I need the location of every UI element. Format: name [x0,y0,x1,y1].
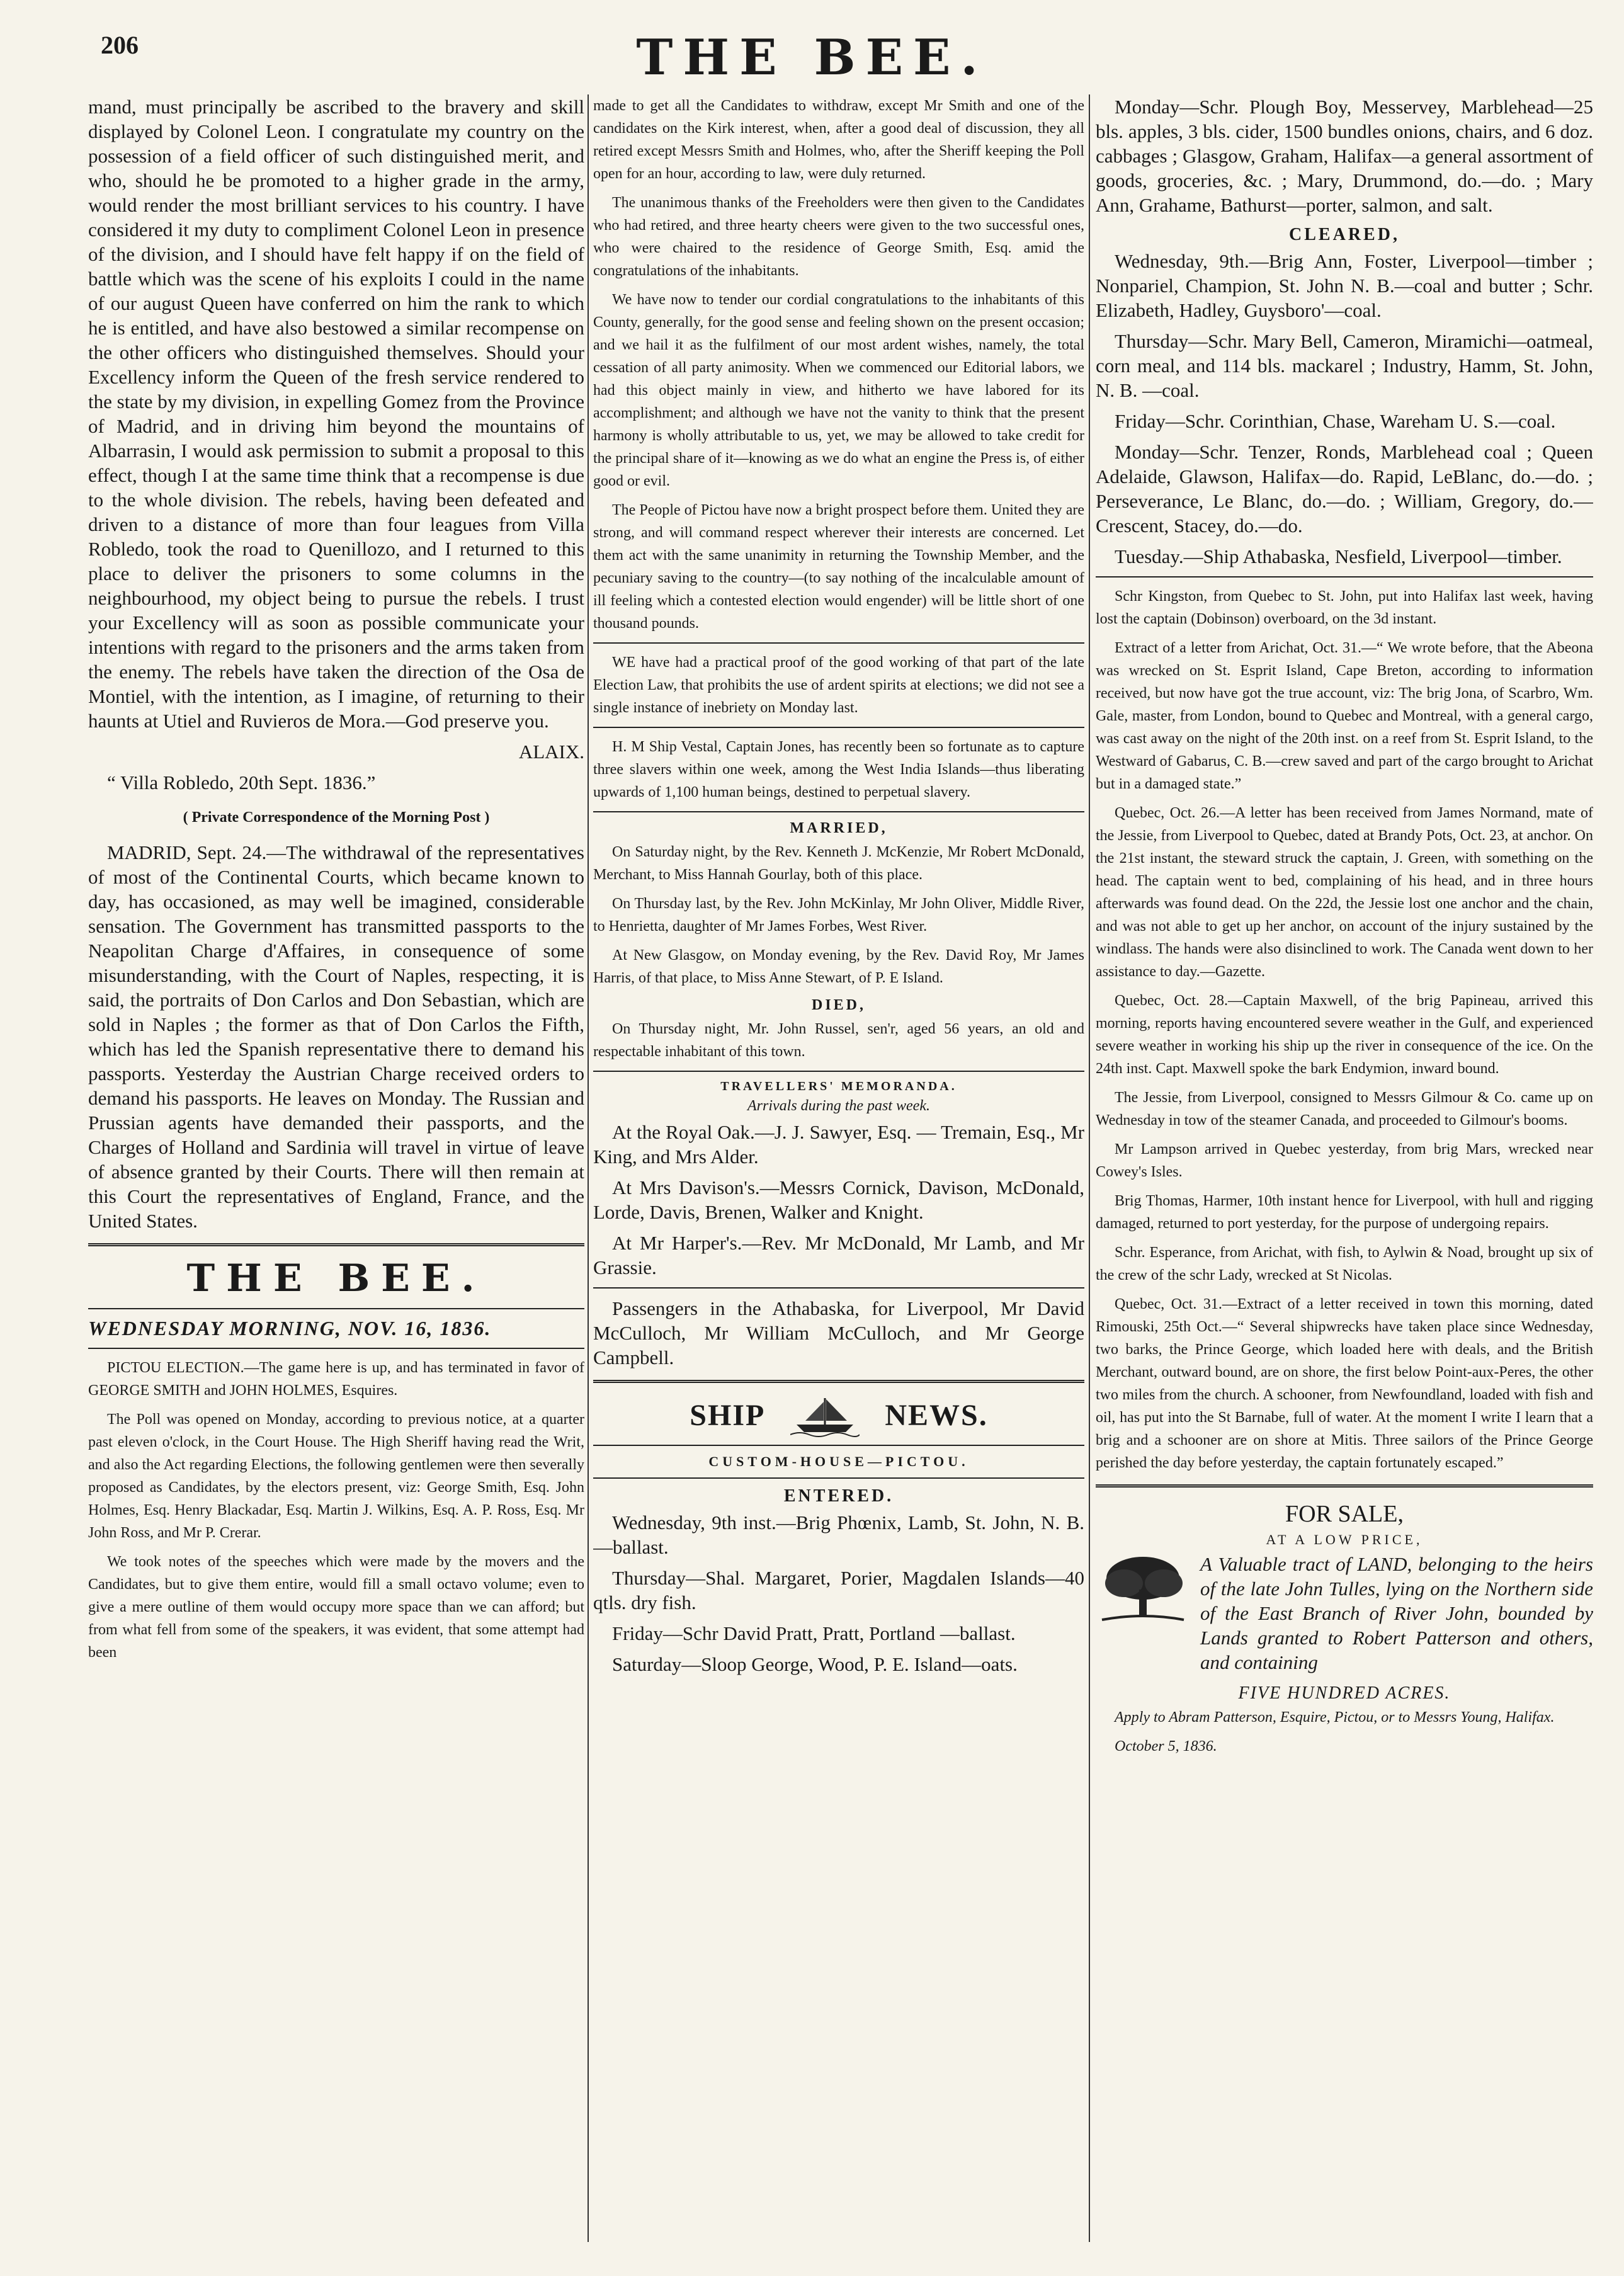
cleared-entry: Friday—Schr. Corinthian, Chase, Wareham U. S.—coal. [1115,410,1556,432]
pictou-election-poll: The Poll was opened on Monday, according to previous notice, at a quarter past eleven o'clock, in the Court House. The High Sheriff having read the Writ, and also the Act regarding Elections, the following gentlemen were then severally proposed as Candidates, by the electors present, viz: George Smith, Esq. John Holmes, Esq. Henry Blackadar, Esq. Martin J. Wilkins, Esq. A. P. Ross, Esq. Mr John Ross, and Mr P. Crerar. [88,1411,584,1541]
masthead [0,0,1624,94]
alaix-letter: mand, must principally be ascribed to the bravery and skill displayed by Colonel Leon. I congratulate my country on the possession of a field officer of such distinguished merit, and who, should he be promoted to a higher grade in the army, would render the most brilliant services to his country. I have considered it my duty to compliment Colonel Leon in presence of the division, and I should have felt happy if on the field of battle which was the scene of his exploits I could in the name of our august Queen have conferred on him the rank to which he is entitled, and have also bestowed a similar recompense on the other officers who distinguished themselves. Should your Excellency inform the Queen of the fresh service rendered to the state by my division, in expelling Gomez from the Province of Madrid, and in driving him beyond the mountains of Albarrasin, I would ask permission to submit a proposal to this effect, though I at the same time think that a recompense is due to the whole division. The rebels, having been defeated and driven to a distance of more than four leagues from Villa Robledo, took the road to Quenillozo, and I returned to this place to deliver the prisoners to some columns in the neighbourhood, my object being to pursue the rebels. I trust your Excellency will as soon as possible communicate your intentions with regard to the prisoners and the arms taken from the enemy. The rebels have taken the direction of the Osa de Montiel, with the intention, as I imagine, of returning to their haunts at Utiel and Ruvieros de Mora.—God preserve you. [88,96,584,732]
vestal-note: H. M Ship Vestal, Captain Jones, has recently been so fortunate as to capture three slavers within one week, among the West India Islands—thus liberating upwards of 1,100 human beings, destined to perpetual slavery. [593,739,1084,800]
marriage-notice: On Saturday night, by the Rev. Kenneth J. McKenzie, Mr Robert McDonald, Merchant, to Miss Hannah Gourlay, both of this place. [593,844,1084,883]
column-3 [1096,94,1593,2248]
shipping-note: Schr. Esperance, from Arichat, with fish, to Aylwin & Noad, brought up six of the crew of the schr Lady, wrecked at St Nicolas. [1096,1244,1593,1283]
passengers-note: Passengers in the Athabaska, for Liverpool, Mr David McCulloch, Mr William McCulloch, and Mr George Campbell. [593,1297,1084,1368]
low-price-line: AT A LOW PRICE, [1266,1532,1423,1547]
travellers-subheading: Arrivals during the past week. [747,1098,930,1114]
entered-heading: ENTERED. [783,1486,894,1506]
pictou-election-intro: PICTOU ELECTION.—The game here is up, and has terminated in favor of GEORGE SMITH and JOHN HOLMES, Esquires. [88,1360,584,1399]
entered-entry: Saturday—Sloop George, Wood, P. E. Island—oats. [612,1653,1018,1675]
cleared-entry: Monday—Schr. Tenzer, Ronds, Marblehead coal ; Queen Adelaide, Glawson, Halifax—do. Rapid, LeBlanc, do.—do. ; Perseverance, Le Blanc, do.—do. ; William, Gregory, do.— Crescent, Stacey, do.—do. [1096,441,1593,537]
tree-icon [1096,1552,1190,1627]
section-rule [88,1348,584,1349]
shipping-note: The Jessie, from Liverpool, consigned to Messrs Gilmour & Co. came up on Wednesday in tow of the steamer Canada, and proceeded to Gilmour's booms. [1096,1090,1593,1129]
for-sale-heading: FOR SALE, [1285,1501,1404,1527]
section-rule [1096,576,1593,578]
land-description: A Valuable tract of LAND, belonging to the heirs of the late John Tulles, lying on the Northern side of the East Branch of River John, bounded by Lands granted to Robert Patterson and others, and containing [1200,1553,1593,1673]
election-law-note: WE have had a practical proof of the good working of that part of the late Election Law, that prohibits the use of ardent spirits at elections; we did not see a single instance of inebriety on Monday last. [593,654,1084,716]
marriage-notice: On Thursday last, by the Rev. John McKinlay, Mr John Oliver, Middle River, to Henrietta, daughter of Mr James Forbes, West River. [593,896,1084,935]
section-rule [593,1287,1084,1289]
election-congratulations: We have now to tender our cordial congratulations to the inhabitants of this County, generally, for the good sense and feeling shown on the present occasion; and we hail it as the fulfilment of our most ardent wishes, namely, the total cessation of all party animosity. When we commenced our Editorial labors, we had this object mainly in view, and hitherto we have labored for its accomplishment; and although we have not the vanity to think that the present harmony is wholly attributable to us, yet, we may be allowed to take credit for the principal share of it—knowing as we do what an engine the Press is, of either good or evil. [593,292,1084,489]
private-correspondence: ( Private Correspondence of the Morning Post ) [183,809,490,826]
section-rule [593,1477,1084,1479]
section-rule [88,1243,584,1246]
shipping-note: Quebec, Oct. 28.—Captain Maxwell, of the brig Papineau, arrived this morning, reports having encountered severe weather in the Gulf, and experienced severe weather in working his ship up the river in consequence of the ice. On the 24th inst. Capt. Maxwell spoke the bark Endymion, inward bound. [1096,993,1593,1077]
cleared-entry: Tuesday.—Ship Athabaska, Nesfield, Liverpool—timber. [1115,545,1562,567]
column-2 [593,94,1084,2248]
entered-entry: Thursday—Shal. Margaret, Porier, Magdalen Islands—40 qtls. dry fish. [593,1567,1084,1613]
page-number: 206 [101,31,139,59]
section-rule [593,642,1084,644]
custom-house-heading: CUSTOM-HOUSE—PICTOU. [708,1454,969,1469]
land-advert [1096,1552,1593,1681]
section-rule [593,727,1084,728]
entered-entry: Wednesday, 9th inst.—Brig Phœnix, Lamb, St. John, N. B.—ballast. [593,1511,1084,1558]
election-continued: made to get all the Candidates to withdraw, except Mr Smith and one of the candidates on the Kirk interest, when, after a good deal of discussion, they all retired except Messrs Smith and Holmes, who, after the Sheriff keeping the Poll open for an hour, according to law, were duly returned. [593,98,1084,182]
signature: ALAIX. [518,741,584,763]
bee-title: THE BEE. [186,1256,486,1300]
apply-line: Apply to Abram Patterson, Esquire, Pictou, or to Messrs Young, Halifax. [1115,1709,1555,1726]
shipping-note: Schr Kingston, from Quebec to St. John, put into Halifax last week, having lost the captain (Dobinson) overboard, on the 3d instant. [1096,588,1593,627]
traveller-entry: At the Royal Oak.—J. J. Sawyer, Esq. — Tremain, Esq., Mr King, and Mrs Alder. [593,1121,1084,1168]
cleared-entry: Wednesday, 9th.—Brig Ann, Foster, Liverpool—timber ; Nonpariel, Champion, St. John N. B.—coal and butter ; Schr. Elizabeth, Hadley, Guysboro'—coal. [1096,250,1593,321]
column-divider [1089,94,1090,2242]
shipping-note: Quebec, Oct. 31.—Extract of a letter received in town this morning, dated Rimouski, 25th Oct.—“ Several shipwrecks have taken place since Wednesday, two barks, the Prince George, which loaded here with deals, and the British Merchant, outward bound, are on shore, the first below Point-aux-Peres, the other two miles from the church. A schooner, from Newfoundland, loaded with fish and oil, has put into the St Barnabe, full of water. At the moment I write I learn that a brig and a schooner are on shore at Mitis. Three sailors of the Prince George perished the day before yesterday, the captain fortunately escaped.” [1096,1296,1593,1471]
madrid-article: MADRID, Sept. 24.—The withdrawal of the representatives of most of the Continental Courts, which became known to day, has occasioned, as may well be imagined, considerable sensation. The Government has transmitted passports to the Neapolitan Charge d'Affaires, in consequence of some misunderstanding, with the Court of Naples, respecting, it is said, the portraits of Don Carlos and Don Sebastian, which are sold in Naples ; the former as that of Don Carlos the Fifth, which has led the Spanish representative there to demand his passports. Yesterday the Austrian Charge received orders to demand his passports. He leaves on Monday. The Russian and Prussian agents have demanded their passports, and the Charges of Holland and Sardinia will travel in virtue of leave of absence granted by their Courts. There will then remain at this Court the representatives of England, France, and the United States. [88,841,584,1232]
letter-dateline: “ Villa Robledo, 20th Sept. 1836.” [107,771,376,794]
died-heading: DIED, [811,997,866,1013]
ship-news-word: NEWS. [885,1398,988,1432]
pictou-election-speeches: We took notes of the speeches which were made by the movers and the Candidates, but to give them entire, would fill a small octavo volume; even to give a mere outline of them would occupy more space than we can afford; but from what fell from some of the speakers, it was evident, that some attempt had been [88,1554,584,1661]
marriage-notice: At New Glasgow, on Monday evening, by the Rev. David Roy, Mr James Harris, of that place, to Miss Anne Stewart, of P. E Island. [593,947,1084,986]
acres-line: FIVE HUNDRED ACRES. [1238,1683,1451,1703]
travellers-heading: TRAVELLERS' MEMORANDA. [720,1079,957,1093]
section-rule [88,1308,584,1309]
section-rule [593,1445,1084,1446]
issue-date: WEDNESDAY MORNING, NOV. 16, 1836. [88,1317,492,1340]
entered-entry: Monday—Schr. Plough Boy, Messervey, Marblehead—25 bls. apples, 3 bls. cider, 1500 bundles onions, chairs, and 6 doz. cabbages ; Glasgow, Graham, Halifax—a general assortment of goods, groceries, &c. ; Mary, Drummond, do.—do. ; Mary Ann, Grahame, Bathurst—porter, salmon, and salt. [1096,96,1593,216]
section-rule [593,1071,1084,1072]
section-rule [593,811,1084,812]
shipping-note: Quebec, Oct. 26.—A letter has been received from James Normand, mate of the Jessie, from Liverpool to Quebec, dated at Brandy Pots, Oct. 23, at anchor. On the 21st instant, the steward struck the captain, J. Green, with something on the head. The captain went to bed, complaining of his head, and in three hours afterwards was found dead. On the 22d, the Jessie lost one anchor and the chain, and was not able to get up her anchor, on account of the injury sustained by the windlass. The hands were also disinclined to work. The Canada went down to her assistance to day.—Gazette. [1096,805,1593,980]
column-1 [88,94,584,2248]
section-rule [1096,1484,1593,1488]
traveller-entry: At Mr Harper's.—Rev. Mr McDonald, Mr Lamb, and Mr Grassie. [593,1232,1084,1278]
election-thanks: The unanimous thanks of the Freeholders were then given to the Candidates who had retired, and three hearty cheers were given to the two successful ones, who were chaired to the residence of George Smith, Esq. amid the congratulations of the inhabitants. [593,195,1084,279]
advert-date: October 5, 1836. [1115,1738,1217,1755]
traveller-entry: At Mrs Davison's.—Messrs Cornick, Davison, McDonald, Lorde, Davis, Brenen, Walker and Knight. [593,1176,1084,1223]
section-rule [593,1380,1084,1383]
column-divider [588,94,589,2242]
cleared-heading: CLEARED, [1289,225,1400,244]
election-prospect: The People of Pictou have now a bright prospect before them. United they are strong, and will command respect wherever their interests are concerned. Let them act with the same unanimity in returning the Township Member, and the pecuniary saving to the country—(to say nothing of the incalculable amount of ill feeling which a contested election would engender) will be little short of one thousand pounds. [593,502,1084,632]
sailing-ship-icon [790,1393,860,1437]
married-heading: MARRIED, [790,820,888,836]
shipping-note: Brig Thomas, Harmer, 10th instant hence for Liverpool, with hull and rigging damaged, returned to port yesterday, for the purpose of undergoing repairs. [1096,1193,1593,1232]
ship-news-header [593,1393,1084,1437]
entered-entry: Friday—Schr David Pratt, Pratt, Portland —ballast. [612,1622,1016,1644]
shipping-note: Mr Lampson arrived in Quebec yesterday, from brig Mars, wrecked near Cowey's Isles. [1096,1141,1593,1180]
running-title: THE BEE. [636,29,988,86]
death-notice: On Thursday night, Mr. John Russel, sen'r, aged 56 years, an old and respectable inhabitant of this town. [593,1021,1084,1060]
shipping-note: Extract of a letter from Arichat, Oct. 31.—“ We wrote before, that the Abeona was wrecked on St. Esprit Island, Cape Breton, according to information received, but now have got the true account, viz: The brig Jona, of Scarbro, Wm. Gale, master, from London, bound to Quebec and Montreal, with a general cargo, was cast away on the night of the 20th inst. on a reef from St. Esprit Island, to the Westward of Gabarus, C. B.—crew saved and part of the cargo brought to Arichat but in a damaged state.” [1096,640,1593,792]
ship-news-word: SHIP [690,1398,766,1432]
cleared-entry: Thursday—Schr. Mary Bell, Cameron, Miramichi—oatmeal, corn meal, and 114 bls. mackarel ; Industry, Hamm, St. John, N. B. —coal. [1096,330,1593,401]
